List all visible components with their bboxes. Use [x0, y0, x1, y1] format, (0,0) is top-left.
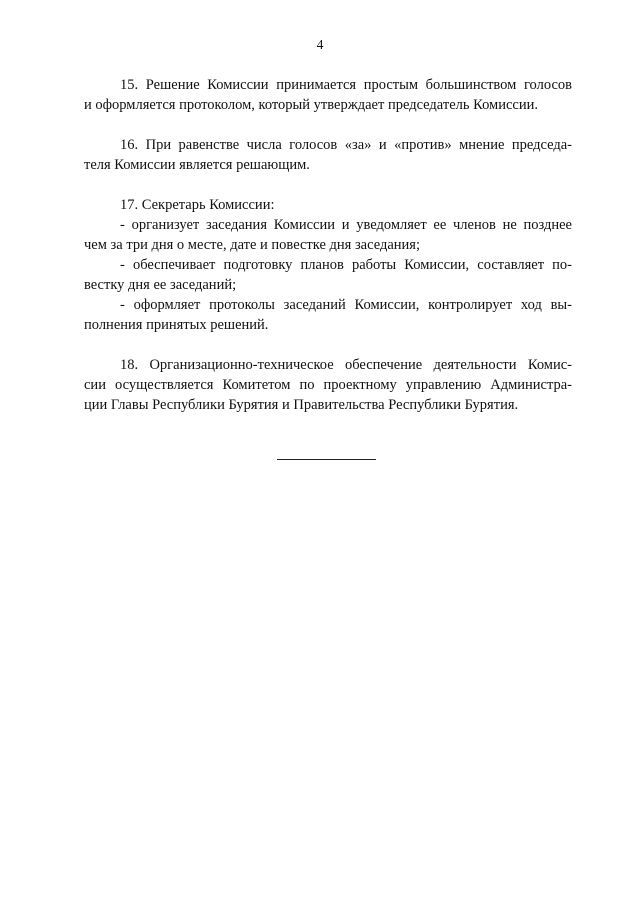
paragraph-18-line-2: сии осуществляется Комитетом по проектному управлению Администра- — [84, 377, 572, 393]
paragraph-16-line-2: теля Комиссии является решающим. — [84, 157, 310, 173]
paragraph-17-item-3-line-1: - оформляет протоколы заседаний Комиссии, контролирует ход вы- — [120, 297, 572, 313]
end-of-document-rule — [277, 459, 376, 460]
paragraph-17 — [84, 195, 572, 335]
page-number: 4 — [316, 37, 324, 52]
paragraph-16-line-1: 16. При равенстве числа голосов «за» и «против» мнение председа- — [120, 137, 572, 153]
paragraph-18 — [84, 355, 572, 415]
paragraph-17-item-1-line-2: чем за три дня о месте, дате и повестке дня заседания; — [84, 237, 420, 253]
paragraph-17-item-1-line-1: - организует заседания Комиссии и уведомляет ее членов не позднее — [120, 217, 572, 233]
paragraph-15-line-2: и оформляется протоколом, который утверждает председатель Комиссии. — [84, 97, 538, 113]
paragraph-spacer — [84, 335, 572, 355]
document-body — [84, 75, 572, 415]
paragraph-18-line-3: ции Главы Республики Бурятия и Правительства Республики Бурятия. — [84, 397, 519, 413]
paragraph-15-line-1: 15. Решение Комиссии принимается простым большинством голосов — [120, 77, 572, 93]
paragraph-17-item-3-line-2: полнения принятых решений. — [84, 317, 269, 333]
paragraph-spacer — [84, 175, 572, 195]
paragraph-18-line-1: 18. Организационно-техническое обеспечение деятельности Комис- — [120, 357, 572, 373]
paragraph-16 — [84, 135, 572, 175]
paragraph-spacer — [84, 115, 572, 135]
paragraph-17-item-2-line-2: вестку дня ее заседаний; — [84, 277, 237, 293]
paragraph-17-heading: 17. Секретарь Комиссии: — [120, 197, 275, 213]
paragraph-17-item-2-line-1: - обеспечивает подготовку планов работы Комиссии, составляет по- — [120, 257, 572, 273]
paragraph-15 — [84, 75, 572, 115]
